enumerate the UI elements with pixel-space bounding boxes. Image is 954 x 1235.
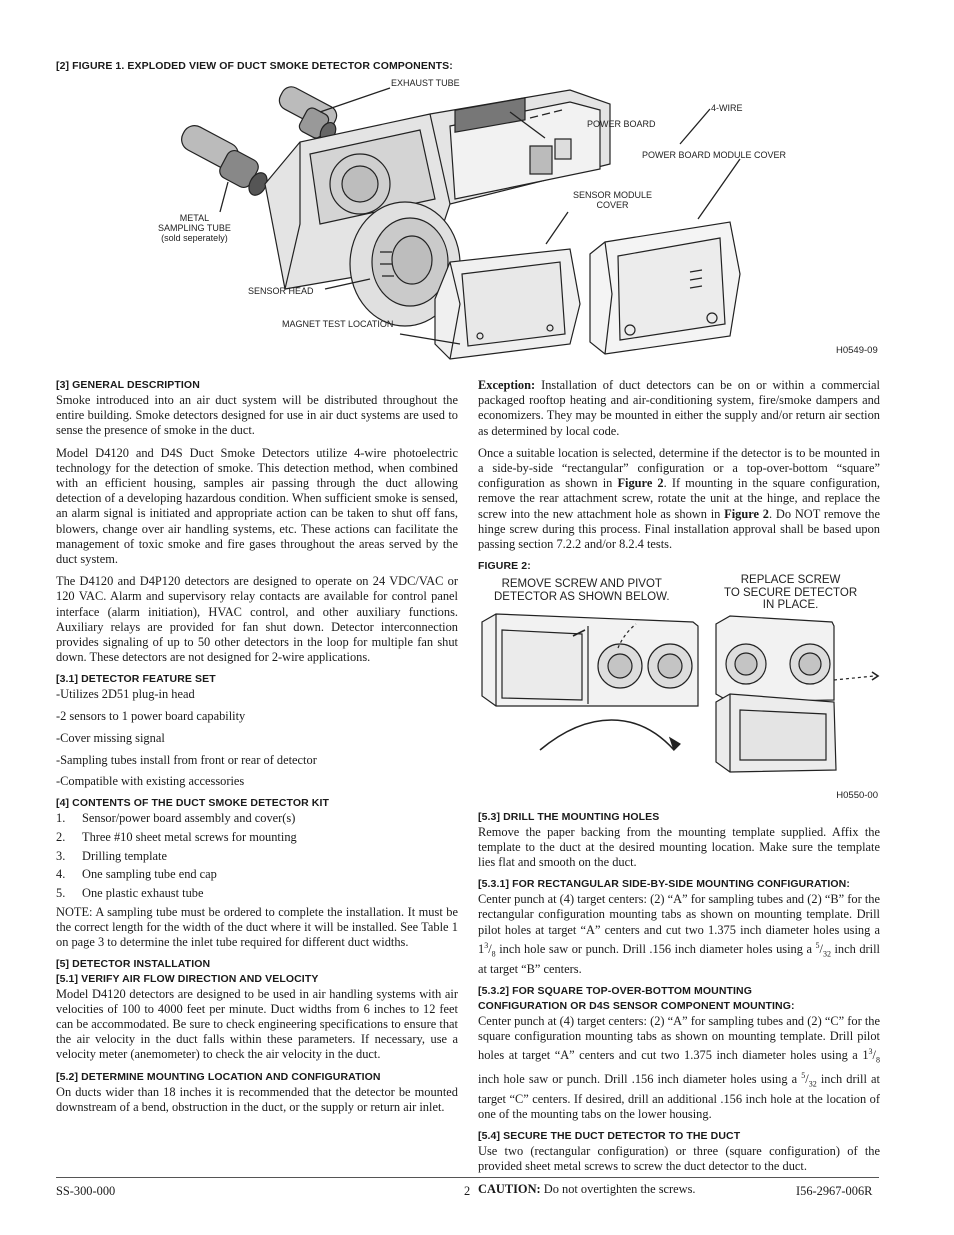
figure2-right-caption: REPLACE SCREW TO SECURE DETECTOR IN PLACE. [724,574,858,612]
power-board-module-cover-illustration [590,222,740,354]
figure1-title: [2] FIGURE 1. EXPLODED VIEW OF DUCT SMOKE DETECTOR COMPONENTS: [56,60,453,72]
callout-power-board-module-cover: POWER BOARD MODULE COVER [642,150,787,160]
footer-part-number: I56-2967-006R [796,1184,873,1198]
sampling-tube-illustration [177,121,270,198]
kit-note: NOTE: A sampling tube must be ordered to complete the installation. It must be the correct length for the width of the duct where it will be installed. See Table 1 on page 3 to determine the inlet tube required for different duct widths. [56,904,458,950]
section-heading-secure-detector: [5.4] SECURE THE DUCT DETECTOR TO THE DUCT [478,1130,741,1143]
paragraph: Remove the paper backing from the mounting template supplied. Affix the template to the duct at the desired mounting location. Make sure the template lies flat and smooth on the duct. [478,824,880,870]
exception-paragraph: Exception: Installation of duct detectors can be on or within a commercial packaged rooftop heating and air-conditioning system, fire/smoke dampers and economizers. They may be mounted in either the supply and/or return air section as determined by local code. [478,378,880,438]
section-heading-square-config: [5.3.2] FOR SQUARE TOP-OVER-BOTTOM MOUNTING [478,984,753,997]
list-item: 1. Sensor/power board assembly and cover(s) [56,810,296,825]
section-heading-rectangular-config: [5.3.1] FOR RECTANGULAR SIDE-BY-SIDE MOUNTING CONFIGURATION: [478,878,850,891]
left-column [56,378,458,1115]
callout-four-wire: 4-WIRE [711,103,743,113]
paragraph: Once a suitable location is selected, determine if the detector is to be mounted in a side-by-side “rectangular” configuration or a top-over-bottom “square” configuration as shown in Figure 2. If mounting in the square configuration, remove the rear attachment screw, rotate the unit at the hinge, and replace the screw into the new attachment hole as shown in Figure 2. Do NOT remove the hinge screw during this process. Final installation approval shall be based upon passing section 7.2.2 and/or 8.2.4 tests. [478,445,880,552]
figure2-left-caption: REMOVE SCREW AND PIVOT DETECTOR AS SHOWN BELOW. [494,578,670,603]
callout-sensor-module-cover: SENSOR MODULE COVER [573,190,653,210]
figure1-code: H0549-09 [836,345,878,356]
figure2-title: FIGURE 2: [478,560,531,573]
list-item: 5. One plastic exhaust tube [56,886,204,901]
callout-metal-sampling-tube: METAL SAMPLING TUBE (sold seperately) [158,213,231,243]
square-configuration-illustration [716,616,878,772]
list-item: -Compatible with existing accessories [56,774,245,789]
list-item: 3. Drilling template [56,848,167,863]
footer-doc-number: SS-300-000 [56,1184,116,1198]
sensor-module-cover-illustration [435,249,580,359]
section-heading-drill-holes: [5.3] DRILL THE MOUNTING HOLES [478,810,660,823]
list-item: -Utilizes 2D51 plug-in head [56,687,195,702]
paragraph: On ducts wider than 18 inches it is recommended that the detector be mounted downstream of a bend, obstruction in the duct, or the supply or return air inlet. [56,1084,458,1114]
section-heading-feature-set: [3.1] DETECTOR FEATURE SET [56,673,216,686]
paragraph: Model D4120 and D4S Duct Smoke Detectors utilize 4-wire photoelectric technology for the detection of smoke. This detection method, when combined with an efficient housing, samples air passing through the duct allowing detection of a developing hazardous condition. When sufficient smoke is sensed, an alarm signal is initiated and appropriate action can be taken to shut off fans, blowers, change over air handling systems, etc. These actions can facilitate the management of toxic smoke and fire gases throughout the areas served by the duct system. [56,445,458,567]
figure2-mounting-illustration [478,610,880,778]
list-item: -2 sensors to 1 power board capability [56,709,246,724]
list-item: 2. Three #10 sheet metal screws for mounting [56,829,297,844]
right-column [478,378,880,1197]
section-heading-square-config-cont: CONFIGURATION OR D4S SENSOR COMPONENT MOUNTING: [478,999,795,1012]
figure2-code: H0550-00 [836,790,878,802]
list-item: -Sampling tubes install from front or rear of detector [56,752,317,767]
section-heading-detector-installation: [5] DETECTOR INSTALLATION [56,957,211,970]
list-item: 4. One sampling tube end cap [56,867,217,882]
paragraph: Center punch at (4) target centers: (2) “A” for sampling tubes and (2) “B” for the rectangular configuration mounting tabs as shown on mounting template. Drill pilot holes at target “A” centers and cut two 1.375 inch diameter holes using a $1^3/_8$ inch hole saw or punch. Drill .156 inch diameter holes using a $^5/_{32}$ inch drill at target “B” centers. [478,892,881,976]
list-item: -Cover missing signal [56,730,165,745]
paragraph: Use two (rectangular configuration) or three (square configuration) of the provided sheet metal screws to screw the duct detector to the duct. [478,1144,880,1174]
paragraph: Center punch at (4) target centers: (2) “A” for sampling tubes and (2) “C” for the square configuration mounting tabs as shown on mounting template. Drill pilot holes at target “A” centers and cut two 1.375 inch diameter holes using a $1^3/_8$ inch hole saw or punch. Drill .156 inch diameter holes using a $^5/_{32}$ inch drill at target “C” centers. If desired, drill an additional .156 inch hole at the location of one of the mounting tabs on the lower housing. [478,1013,881,1122]
figure1-exploded-view [150,74,890,364]
rotation-arrow [540,720,674,750]
footer-page-number: 2 [464,1184,471,1198]
section-heading-mounting-location: [5.2] DETERMINE MOUNTING LOCATION AND CONFIGURATION [56,1070,381,1083]
section-heading-kit-contents: [4] CONTENTS OF THE DUCT SMOKE DETECTOR KIT [56,796,330,809]
section-heading-air-flow: [5.1] VERIFY AIR FLOW DIRECTION AND VELOCITY [56,972,319,985]
rectangular-configuration-illustration [482,614,698,706]
callout-sensor-head: SENSOR HEAD [248,286,314,296]
footer-rule [56,1177,879,1178]
callout-power-board: POWER BOARD [587,119,656,129]
section-heading-general-description: [3] GENERAL DESCRIPTION [56,379,200,391]
paragraph: The D4120 and D4P120 detectors are designed to operate on 24 VDC/VAC or 120 VAC. Alarm and supervisory relay contacts are available for control panel interface (alarm initiation), HVAC control, and other auxiliary functions. Auxiliary relays are provided for fan shut down. Detector interconnection provides signaling of up to 50 other detectors in the loop for multiple fan shut down. These detectors are not designed for 2-wire applications. [56,574,458,665]
paragraph: Model D4120 detectors are designed to be used in air handling systems with air velocities of 100 to 4000 feet per minute. Duct widths from 6 inches to 12 feet can be accommodated. Be sure to check engineering specifications to ensure that the air velocity in the duct falls within these parameters. If necessary, use a velocity meter (anemometer) to check the air velocity in the duct. [56,986,458,1062]
callout-exhaust-tube: EXHAUST TUBE [391,78,460,88]
callout-magnet-test-location: MAGNET TEST LOCATION [282,319,394,329]
paragraph: Smoke introduced into an air duct system will be distributed throughout the entire building. Smoke detectors designed for use in air duct systems are used to sense the presence of smoke in the duct. [56,393,458,438]
caution-paragraph: CAUTION: Do not overtighten the screws. [478,1181,696,1196]
